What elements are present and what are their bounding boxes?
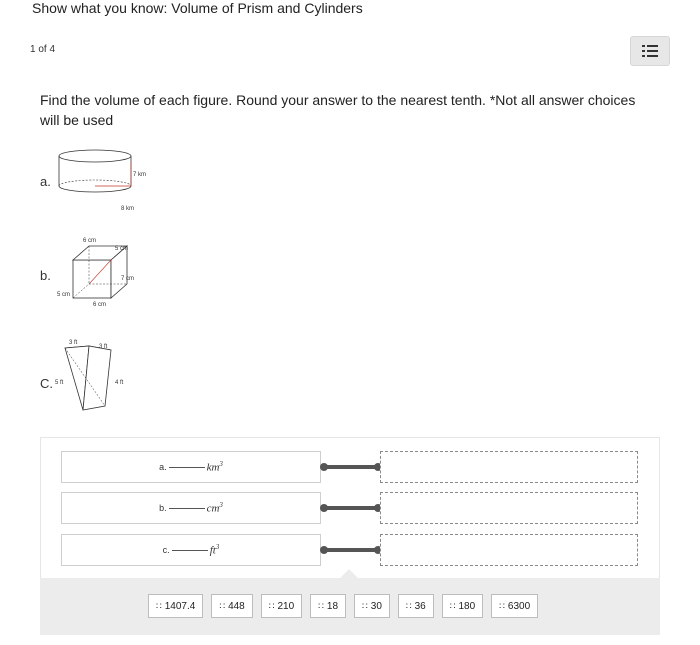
prompt-a [61,451,321,483]
answer-choices [148,594,538,618]
answer-chip[interactable]: ∷ 36 [398,594,434,618]
prompt-c [61,534,321,566]
figure-b-label: b. [40,268,51,283]
figure-c-right: 4 ft [115,380,124,386]
figure-b-height: 7 cm [121,276,135,282]
prompt-unit: $km^3$ [206,460,223,474]
page-title: Show what you know: Volume of Prism and Cylinders [32,0,363,16]
drag-handle-icon: ∷ [268,600,274,611]
prompt-b [61,492,321,524]
answer-chip[interactable]: ∷ 30 [354,594,390,618]
prompt-unit: $cm^3$ [206,501,223,515]
prompt-letter: c. [162,545,170,555]
question-text: Find the volume of each figure. Round your answer to the nearest tenth. *Not all answer choices will be used [40,92,636,128]
connector-b [322,506,380,510]
rectangular-prism-figure [55,232,145,312]
figure-a-height: 7 km [133,172,147,178]
drag-handle-icon: ∷ [156,600,161,611]
figure-c-label: C. [40,376,53,391]
figure-a-label: a. [40,174,51,189]
answer-blank [172,550,208,551]
answer-blank [169,467,205,468]
figure-b-right: 5 cm [115,246,129,252]
prompt-unit: $ft^3$ [209,543,220,557]
drop-zone-b[interactable] [380,492,638,524]
page-indicator: 1 of 4 [30,44,56,55]
connector-c [322,548,380,552]
drag-handle-icon: ∷ [449,600,455,611]
answer-chip[interactable]: ∷ 6300 [491,594,538,618]
figure-c-left: 5 ft [55,380,64,386]
figure-c-top-right: 3 ft [99,344,108,350]
drag-handle-icon: ∷ [362,600,367,611]
figure-c-top-left: 3 ft [69,340,78,346]
figure-a-radius: 8 km [121,206,135,212]
drag-handle-icon: ∷ [405,600,411,611]
drag-handle-icon: ∷ [219,600,225,611]
connector-a [322,465,380,469]
figure-b-top: 6 cm [83,238,97,244]
drag-handle-icon: ∷ [318,600,323,611]
answer-blank [169,508,205,509]
answer-chip[interactable]: ∷ 180 [442,594,483,618]
drop-zone-a[interactable] [380,451,638,483]
answer-chip[interactable]: ∷ 18 [310,594,346,618]
menu-button[interactable] [630,36,670,66]
answer-chip[interactable]: ∷ 210 [261,594,302,618]
prompt-letter: a. [159,462,167,472]
cylinder-figure [55,146,165,216]
answer-chip[interactable]: ∷ 448 [211,594,252,618]
prompt-letter: b. [159,503,167,513]
answer-chip[interactable]: ∷ 1407.4 [148,594,203,618]
drag-handle-icon: ∷ [499,600,504,611]
drop-zone-c[interactable] [380,534,638,566]
triangular-prism-figure [55,336,145,416]
list-menu-icon [642,44,658,58]
figure-b-left: 5 cm [57,292,71,298]
figure-b-bottom: 6 cm [93,302,107,308]
